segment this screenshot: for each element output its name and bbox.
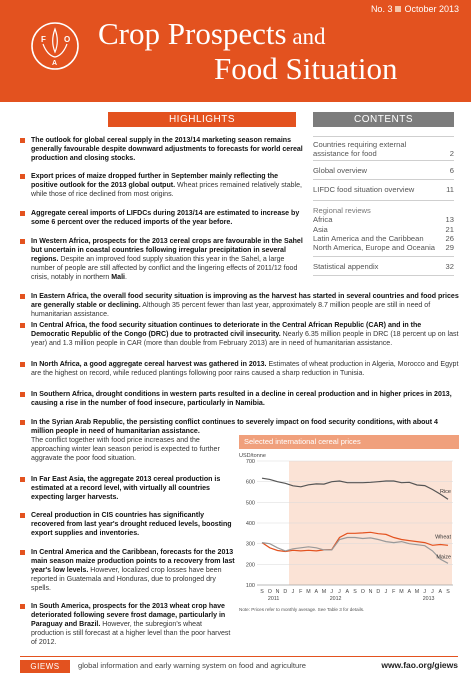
masthead <box>0 0 471 102</box>
svg-text:A: A <box>52 60 58 67</box>
series-label: Maize <box>436 554 451 561</box>
toc-section-label: Regional reviews <box>313 206 371 215</box>
y-tick-label: 600 <box>245 479 255 486</box>
x-tick-label: O <box>360 589 365 595</box>
bullet-icon <box>20 239 25 244</box>
bullet-icon <box>20 477 25 482</box>
bullet-icon <box>20 392 25 397</box>
bullet-icon <box>20 420 25 425</box>
bullet-icon <box>20 513 25 518</box>
x-tick-label: M <box>399 589 404 595</box>
year-label: 2013 <box>422 596 435 602</box>
y-tick-label: 300 <box>245 541 255 548</box>
x-tick-label: J <box>330 589 334 595</box>
toc-item[interactable]: North America, Europe and Oceania 29 <box>313 243 454 253</box>
highlight-item: In the Syrian Arab Republic, the persisting conflict continues to severely impact on food security conditions, with about 4 million people in need of humanitarian assistance. The conflict together with food price increases and the approaching winter lean season period is expected to further aggravate the poor food situation. <box>20 418 460 463</box>
x-tick-label: N <box>275 589 280 595</box>
x-tick-label: J <box>423 589 427 595</box>
x-tick-label: A <box>407 589 412 595</box>
x-tick-label: S <box>446 589 450 595</box>
highlight-item: Cereal production in CIS countries has significantly recovered from last year's drought reduced levels, boosting export supplies and inventories. <box>20 511 236 538</box>
bullet-icon <box>20 211 25 216</box>
highlight-item: In Eastern Africa, the overall food security situation is improving as the harvest has started in several countries and food prices are generally stable or declining. Although 35 percent fewer than last year, approximately 8.7 million people are still in need of humanitarian assistance. <box>20 292 460 319</box>
y-tick-label: 700 <box>245 459 255 465</box>
x-tick-label: J <box>291 589 295 595</box>
issue-info <box>371 4 459 14</box>
highlight-item: In Southern Africa, drought conditions in western parts resulted in a decline in cereal production and in higher prices in 2013, causing a rise in the number of food insecure, particularly in Namibia. <box>20 390 460 408</box>
x-tick-label: M <box>321 589 327 595</box>
bullet-icon <box>20 138 25 143</box>
x-tick-label: S <box>260 589 264 595</box>
highlight-item: In Central America and the Caribbean, forecasts for the 2013 main season maize production points to a recovery from last year's low levels. However, localized crop losses have been reported in Guatemala and Honduras, due to prolonged dry spells. <box>20 548 236 593</box>
year-label: 2012 <box>329 596 342 602</box>
footer <box>20 656 458 674</box>
highlights-heading: HIGHLIGHTS <box>108 112 296 127</box>
toc-item[interactable]: Asia 21 <box>313 224 454 234</box>
x-tick-label: J <box>384 589 388 595</box>
toc-item[interactable]: Countries requiring external assistance for food 2 <box>313 140 454 158</box>
series-label: Wheat <box>435 534 451 541</box>
x-tick-label: J <box>431 589 434 595</box>
x-tick-label: F <box>392 589 396 595</box>
bullet-icon <box>20 550 25 555</box>
toc-item[interactable]: LIFDC food situation overview 11 <box>313 185 454 194</box>
year-label: 2011 <box>267 596 280 602</box>
chart-note: Note: Prices refer to monthly average. See Table 3 for details. <box>239 607 365 612</box>
highlight-item: The outlook for global cereal supply in the 2013/14 marketing season remains generally favourable despite downward adjustments to forecasts for world cereal production and closing stocks. <box>20 136 306 163</box>
toc-item[interactable]: Africa 13 <box>313 215 454 225</box>
square-separator-icon <box>395 6 401 12</box>
page-title-line2: Food Situation <box>214 51 398 86</box>
y-tick-label: 200 <box>245 562 255 569</box>
x-tick-label: A <box>345 589 350 595</box>
svg-text:F: F <box>41 35 46 44</box>
chart-title: Selected international cereal prices <box>239 435 459 449</box>
x-tick-label: M <box>306 589 311 595</box>
y-axis-label: USD/tonne <box>239 453 266 459</box>
x-tick-label: S <box>353 589 357 595</box>
y-tick-label: 500 <box>245 500 255 507</box>
footer-url[interactable]: www.fao.org/giews <box>381 660 458 670</box>
page-title: Crop Prospects and <box>98 16 326 51</box>
issue-number: No. 3 <box>370 4 393 14</box>
chart-plot <box>239 453 459 633</box>
toc-item[interactable]: Statistical appendix 32 <box>313 262 454 272</box>
x-tick-label: O <box>267 589 272 595</box>
highlight-item: In South America, prospects for the 2013 wheat crop have deteriorated following severe frost damage, particularly in Paraguay and Brazil. However, the subregion's wheat production is still forecast at a higher level than the poor harvest of 2012. <box>20 602 236 647</box>
x-tick-label: A <box>438 589 443 595</box>
x-tick-label: A <box>314 589 319 595</box>
giews-badge: GIEWS <box>20 660 70 673</box>
issue-date: October 2013 <box>404 4 459 14</box>
footer-text: global information and early warning system on food and agriculture <box>78 661 306 670</box>
y-tick-label: 400 <box>245 521 255 527</box>
bullet-icon <box>20 294 25 299</box>
toc-item[interactable]: Latin America and the Caribbean 26 <box>313 233 454 243</box>
x-tick-label: F <box>299 589 303 595</box>
highlight-item: In Western Africa, prospects for the 2013 cereal crops are favourable in the Sahel but uncertain in coastal countries following irregular precipitation in several regions. Despite an improved food supply situation this year in the Sahel, a large number of people are still affected by conflict and the lingering effects of 2011/12 food crisis, notably in northern Mali. <box>20 237 306 282</box>
x-tick-label: J <box>338 589 341 595</box>
x-tick-label: N <box>368 589 373 595</box>
bullet-icon <box>20 323 25 328</box>
highlight-item: In North Africa, a good aggregate cereal harvest was gathered in 2013. Estimates of wheat production in Algeria, Morocco and Egypt are the highest on record, while reduced plantings following poor rains caused a sharp reduction in Tunisia. <box>20 360 460 378</box>
x-tick-label: M <box>414 589 420 595</box>
contents-heading: CONTENTS <box>313 112 454 127</box>
highlight-item: Aggregate cereal imports of LIFDCs during 2013/14 are estimated to increase by some 6 percent over the reduced imports of the year before. <box>20 209 306 227</box>
price-chart <box>239 435 459 633</box>
bullet-icon <box>20 362 25 367</box>
highlight-item: In Central Africa, the food security situation continues to deteriorate in the Central African Republic (CAR) and in the Democratic Republic of the Congo (DRC) due to protracted civil insecurity. Nearly 6.35 million people in DRC (18 percent up on last year) and 1.3 million people in CAR (more than double from February 2013) are in need of humanitarian assistance. <box>20 321 460 348</box>
highlight-item: Export prices of maize dropped further in September mainly reflecting the positive outlook for the 2013 global output. Wheat prices remained relatively stable, while those of rice declined from most origins. <box>20 172 306 199</box>
series-label: Rice <box>439 489 451 496</box>
toc-item[interactable]: Global overview 6 <box>313 166 454 175</box>
y-tick-label: 100 <box>245 583 255 589</box>
x-tick-label: D <box>376 589 381 595</box>
table-of-contents <box>313 136 454 276</box>
bullet-icon <box>20 174 25 179</box>
svg-text:O: O <box>64 35 71 44</box>
bullet-icon <box>20 604 25 609</box>
highlight-item: In Far East Asia, the aggregate 2013 cereal production is estimated at a record level, with virtually all countries expecting larger harvests. <box>20 475 236 502</box>
fao-logo-icon <box>30 21 80 71</box>
x-tick-label: D <box>283 589 288 595</box>
